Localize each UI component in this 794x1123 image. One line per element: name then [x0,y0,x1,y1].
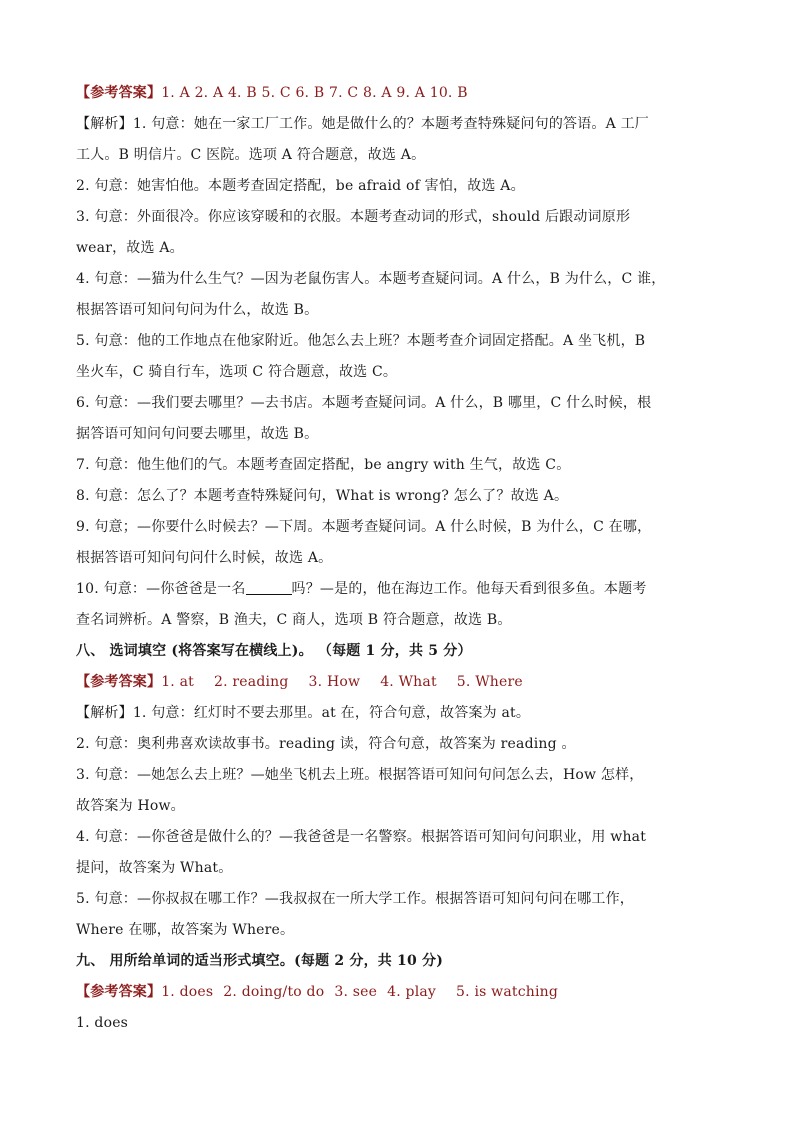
analysis-label: 【解析】 [76,705,133,721]
s8-line: 提问，故答案为 What。 [76,860,233,876]
s8-line: 4. 句意：—你爸爸是做什么的？—我爸爸是一名警察。根据答语可知问句问职业，用 what [76,829,647,845]
s7-line: 3. 句意：外面很冷。你应该穿暖和的衣服。本题考查动词的形式，should 后跟动词原形 [76,209,631,225]
s7-line: 7. 句意：他生他们的气。本题考查固定搭配，be angry with 生气，故选 C。 [76,457,571,473]
s8-analysis-line-1: 【解析】1. 句意：红灯时不要去那里。at 在，符合句意，故答案为 at。 [76,705,531,721]
s9-line: 1. does [76,1015,129,1031]
section-9-heading: 九、 用所给单词的适当形式填空。(每题 2 分，共 10 分) [76,953,444,969]
answer-label: 【参考答案】 [76,984,162,1000]
answer-key-page [76,78,736,1039]
s7-line: 9. 句意；—你要什么时候去？—下周。本题考查疑问词。A 什么时候，B 为什么，C 在哪， [76,519,652,535]
s7-line: 根据答语可知问句问什么时候，故选 A。 [76,550,333,566]
s7-analysis-line-1: 【解析】1. 句意：她在一家工厂工作。她是做什么的？本题考查特殊疑问句的答语。A 工厂 [76,116,649,132]
fill-blank [246,580,292,595]
s7-line: 8. 句意：怎么了？本题考查特殊疑问句，What is wrong? 怎么了？故选 A。 [76,488,569,504]
answer-label: 【参考答案】 [76,674,162,690]
s7-line: 查名词辨析。A 警察，B 渔夫，C 商人，选项 B 符合题意，故选 B。 [76,612,512,628]
s7-line: 据答语可知问句问要去哪里，故选 B。 [76,426,319,442]
s8-line: 2. 句意：奥利弗喜欢读故事书。reading 读，符合句意，故答案为 reading 。 [76,736,576,752]
s7-line: 工人。B 明信片。C 医院。选项 A 符合题意，故选 A。 [76,147,426,163]
s7-answer-line [76,78,736,109]
s7-line: 5. 句意：他的工作地点在他家附近。他怎么去上班？本题考查介词固定搭配。A 坐飞机，B [76,333,646,349]
answer-values: 1. A 2. A 4. B 5. C 6. B 7. C 8. A 9. A 10. B [161,85,468,101]
s8-line: 故答案为 How。 [76,798,185,814]
s8-line: Where 在哪，故答案为 Where。 [76,922,295,938]
s8-line: 3. 句意：—她怎么去上班？—她坐飞机去上班。根据答语可知问句问怎么去，How 怎样， [76,767,644,783]
s7-line: 4. 句意：—猫为什么生气？—因为老鼠伤害人。本题考查疑问词。A 什么，B 为什么，C 谁， [76,271,666,287]
section-8-heading: 八、 选词填空 (将答案写在横线上)。 （每题 1 分，共 5 分） [76,643,472,659]
s7-line: 6. 句意：—我们要去哪里？—去书店。本题考查疑问词。A 什么，B 哪里，C 什么时候，根 [76,395,652,411]
s7-line: 根据答语可知问句问为什么，故选 B。 [76,302,319,318]
answer-label: 【参考答案】 [76,85,162,101]
s7-line: 坐火车，C 骑自行车，选项 C 符合题意，故选 C。 [76,364,398,380]
s7-q10-line: 10. 句意：—你爸爸是一名 吗？—是的，他在海边工作。他每天看到很多鱼。本题考 [76,581,647,597]
s8-line: 5. 句意：—你叔叔在哪工作？—我叔叔在一所大学工作。根据答语可知问句问在哪工作， [76,891,635,907]
s8-answer-line: 【参考答案】1. at 2. reading 3. How 4. What 5. Where [76,674,523,690]
s7-line: wear，故选 A。 [76,240,184,256]
s7-line: 2. 句意：她害怕他。本题考查固定搭配，be afraid of 害怕，故选 A。 [76,178,525,194]
analysis-label: 【解析】 [76,116,133,132]
s9-answer-line: 【参考答案】1. does 2. doing/to do 3. see 4. play 5. is watching [76,984,559,1000]
